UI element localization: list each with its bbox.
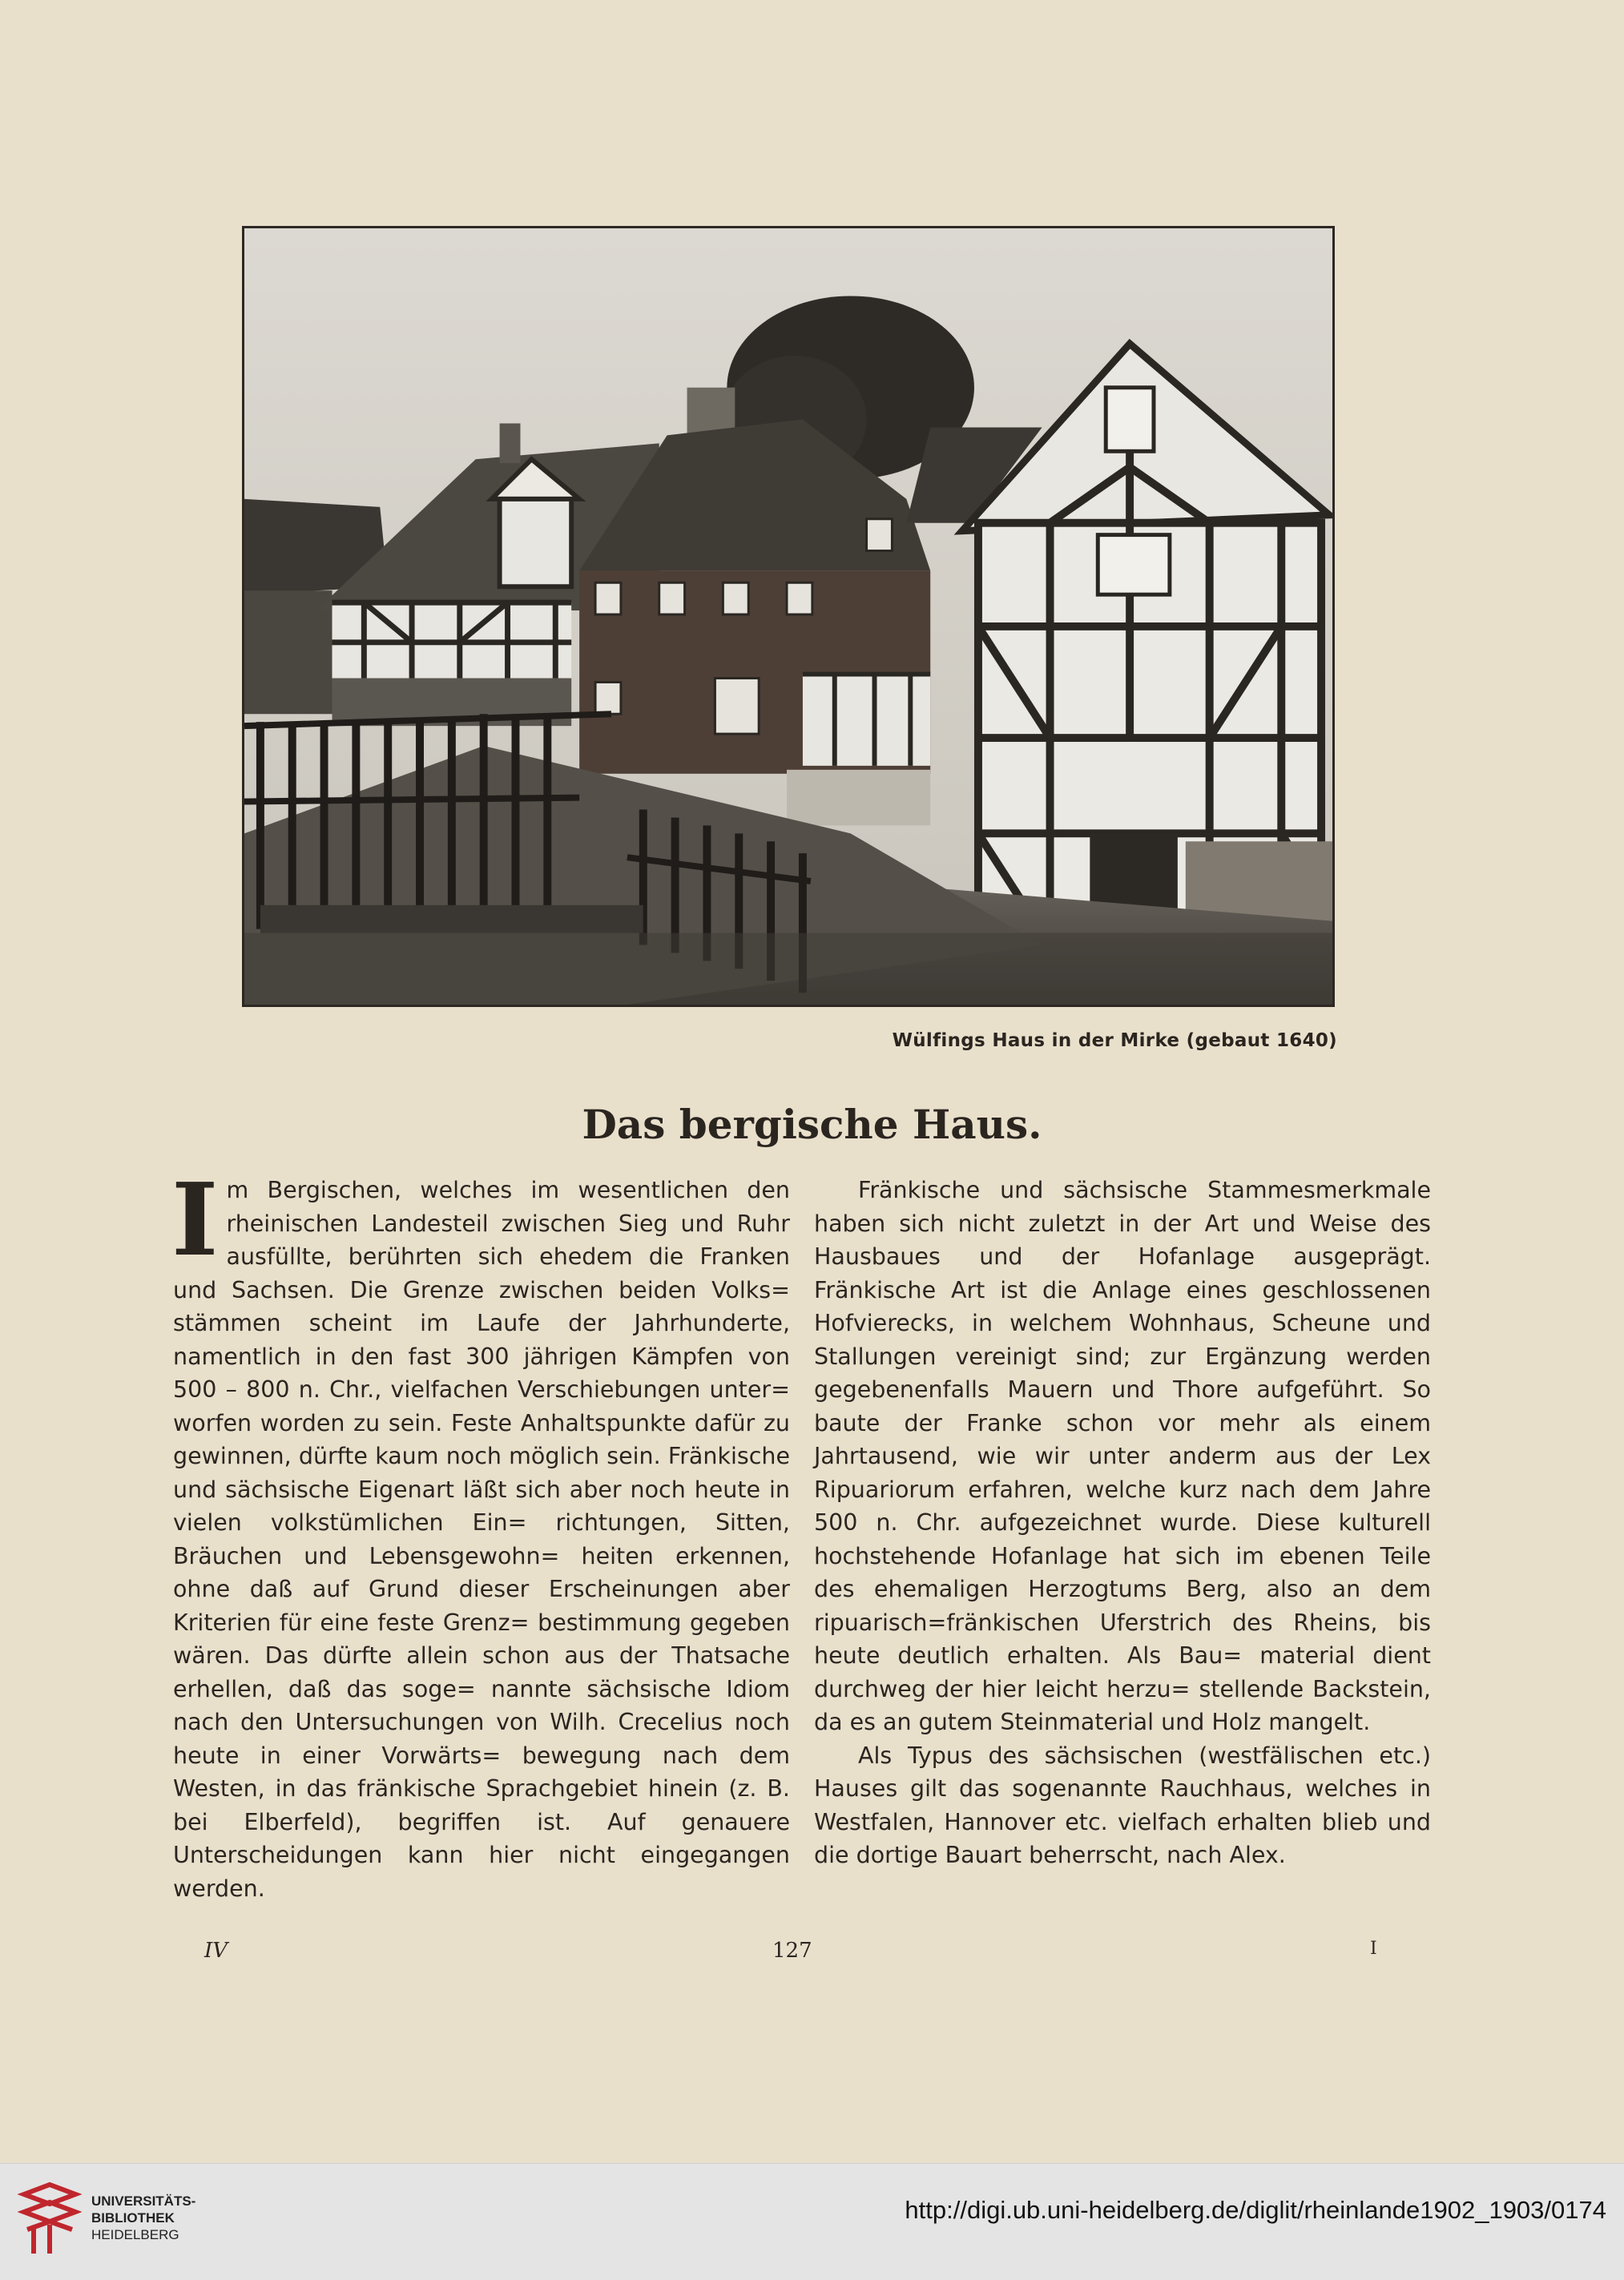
article-title: Das bergische Haus. [582,1101,1042,1148]
library-name-line2: BIBLIOTHEK [91,2210,175,2226]
left-column-text: m Bergischen, welches im wesentlichen den rheinischen Landesteil zwischen Sieg und Ruhr ausfüllte, berührten sich ehedem die Franken und Sachsen. Die Grenze zwischen beiden Volks= stämmen scheint im Laufe der Jahrhunderte, namentlich in den fast 300 jährigen Kämpfen von 500 – 800 n. Chr., vielfachen Verschiebungen unter= worfen worden zu sein. Feste Anhaltspunkte dafür zu gewinnen, dürfte kaum noch möglich sein. Fränkische und sächsische Eigenart läßt sich aber noch heute in vielen volkstümlichen Ein= richtungen, Sitten, Bräuchen und Lebensgewohn= heiten erkennen, ohne daß auf Grund dieser Erscheinungen aber Kriterien für eine feste Grenz= bestimmung gegeben wären. Das dürfte allein schon aus der Thatsache erhellen, daß das soge= nannte sächsische Idiom nach den Untersuchungen von Wilh. Crecelius noch heute in einer Vorwärts= bewegung nach dem Westen, in das fränkische Sprachgebiet hinein (z. B. bei Elberfeld), begriffen ist. Auf genauere Unterscheidungen kann hier nicht eingegangen werden. [173,1177,790,1902]
right-text-column [814,1174,1431,1872]
source-url-link[interactable]: http://digi.ub.uni-heidelberg.de/diglit/rheinlande1902_1903/0174 [905,2196,1606,2224]
library-name-line1: UNIVERSITÄTS- [91,2193,196,2209]
university-library-logo-icon[interactable] [18,2180,82,2258]
library-name [91,2193,195,2243]
drop-cap: I [171,1162,219,1279]
library-name-line3: HEIDELBERG [91,2227,179,2242]
half-timbered-house-image [244,228,1332,1005]
right-column-paragraph-1: Fränkische und sächsische Stammesmerkmale haben sich nicht zuletzt in der Art und Weise des Hausbaues und der Hofanlage ausgeprägt. Fränkische Art ist die Anlage eines geschlossenen Hofvierecks, in welchem Wohnhaus, Scheune und Stallungen vereinigt sind; zur Ergänzung werden gegebenenfalls Mauern und Thore aufgeführt. So baute der Franke schon vor mehr als einem Jahrtausend, wie wir unter anderm aus der Lex Ripuariorum erfahren, welche kurz nach dem Jahre 500 n. Chr. aufgezeichnet wurde. Diese kulturell hochstehende Hofanlage hat sich im ebenen Teile des ehemaligen Herzogtums Berg, also an dem ripuarisch=fränkischen Uferstrich des Rheins, bis heute deutlich erhalten. Als Bau= material dient durchweg der hier leicht herzu= stellende Backstein, da es an gutem Steinmaterial und Holz mangelt. [814,1177,1431,1735]
signature-mark-left: IV [204,1939,228,1963]
photo-caption: Wülfings Haus in der Mirke (gebaut 1640) [892,1030,1337,1051]
house-photograph [242,226,1335,1007]
signature-mark-right: I [1370,1939,1377,1959]
right-column-paragraph-2: Als Typus des sächsischen (westfälischen etc.) Hauses gilt das sogenannte Rauchhaus, welches in Westfalen, Hannover etc. vielfach erhalten blieb und die dortige Bauart beherrscht, nach Alex. [814,1742,1431,1868]
library-footer-bar [0,2163,1624,2280]
page-number: 127 [772,1939,812,1963]
left-text-column [171,1162,790,1905]
